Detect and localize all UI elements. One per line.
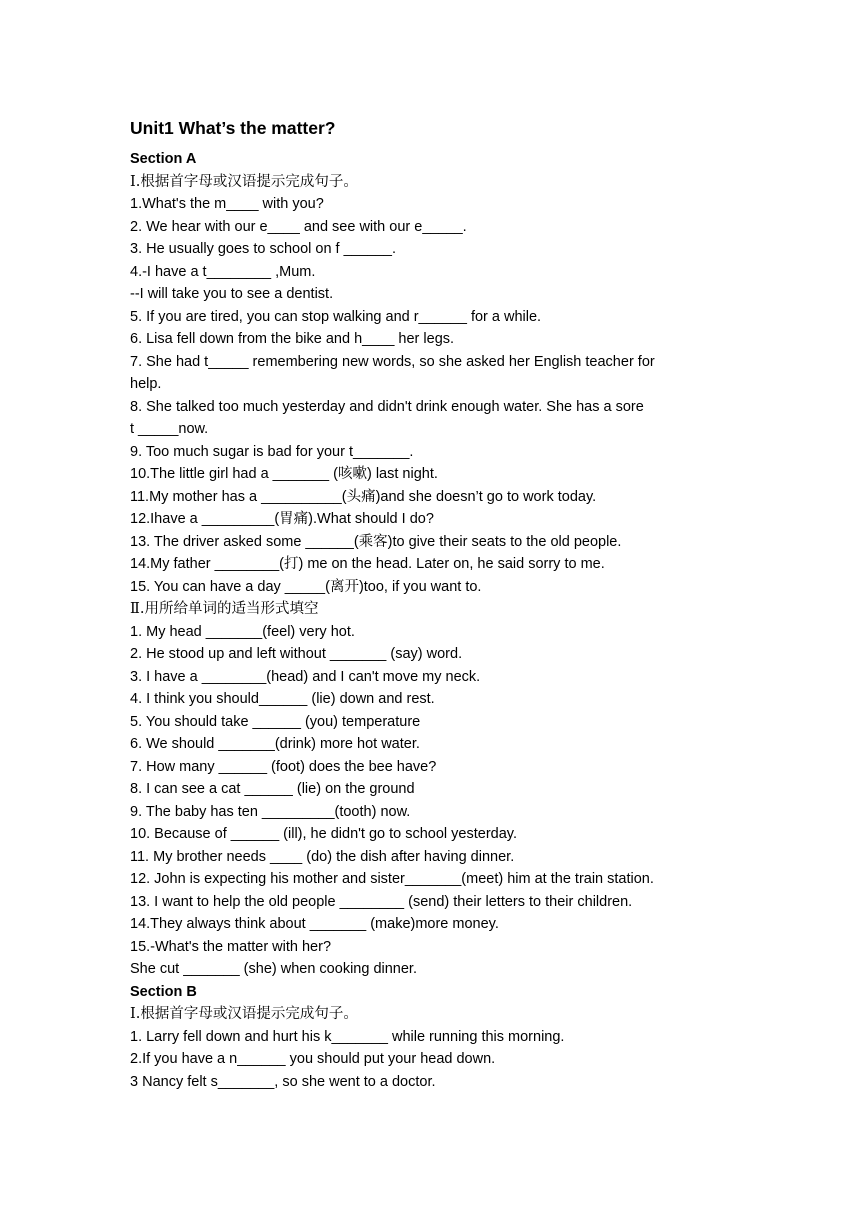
section-a-part1-list bbox=[130, 193, 730, 598]
exercise-line: 3. He usually goes to school on f ______. bbox=[130, 241, 397, 257]
exercise-line: 14.They always think about _______ (make)more money. bbox=[130, 916, 499, 932]
section-b-part1-list bbox=[130, 1026, 730, 1094]
document-title: Unit1 What’s the matter? bbox=[130, 118, 336, 138]
exercise-line: 5. You should take ______ (you) temperature bbox=[130, 713, 421, 730]
section-a-part1-instruction: I.根据首字母或汉语提示完成句子。 bbox=[130, 173, 358, 190]
exercise-line: 6. We should _______(drink) more hot water. bbox=[130, 736, 420, 752]
exercise-line: She cut _______ (she) when cooking dinner. bbox=[130, 961, 417, 977]
section-b-heading: Section B bbox=[130, 983, 197, 1000]
exercise-line: 7. She had t_____ remembering new words, so she asked her English teacher for bbox=[130, 353, 655, 370]
exercise-line: 4.-I have a t________ ,Mum. bbox=[130, 263, 316, 280]
exercise-line: 7. How many ______ (foot) does the bee have? bbox=[130, 758, 437, 775]
exercise-line: 10. Because of ______ (ill), he didn't go to school yesterday. bbox=[130, 826, 517, 842]
exercise-line: 2. He stood up and left without _______ (say) word. bbox=[130, 646, 463, 662]
exercise-line: 13. The driver asked some ______(乘客)to give their seats to the old people. bbox=[130, 533, 622, 550]
document-page bbox=[130, 114, 730, 1093]
exercise-line: 3 Nancy felt s_______, so she went to a doctor. bbox=[130, 1073, 436, 1090]
section-a-part2-instruction: Ⅱ.用所给单词的适当形式填空 bbox=[130, 601, 319, 617]
exercise-line: 2. We hear with our e____ and see with our e_____. bbox=[130, 218, 467, 235]
exercise-line: t _____now. bbox=[130, 421, 209, 437]
exercise-line: 8. I can see a cat ______ (lie) on the ground bbox=[130, 781, 415, 797]
exercise-line: 15.-What's the matter with her? bbox=[130, 938, 332, 955]
exercise-line: 15. You can have a day _____(离开)too, if you want to. bbox=[130, 578, 482, 595]
exercise-line: 5. If you are tired, you can stop walking and r______ for a while. bbox=[130, 308, 542, 325]
exercise-line: 6. Lisa fell down from the bike and h____ her legs. bbox=[130, 331, 455, 347]
exercise-line: 9. Too much sugar is bad for your t_______. bbox=[130, 443, 414, 460]
exercise-line: 2.If you have a n______ you should put your head down. bbox=[130, 1051, 496, 1067]
exercise-line: 9. The baby has ten _________(tooth) now. bbox=[130, 803, 411, 820]
exercise-line: --I will take you to see a dentist. bbox=[130, 286, 334, 302]
exercise-line: 14.My father ________(打) me on the head. Later on, he said sorry to me. bbox=[130, 556, 605, 572]
exercise-line: 1. My head _______(feel) very hot. bbox=[130, 623, 355, 640]
exercise-line: 8. She talked too much yesterday and didn't drink enough water. She has a sore bbox=[130, 398, 644, 415]
exercise-line: 1.What's the m____ with you? bbox=[130, 196, 324, 212]
section-b-part1-instruction: I.根据首字母或汉语提示完成句子。 bbox=[130, 1006, 358, 1022]
exercise-line: 11. My brother needs ____ (do) the dish after having dinner. bbox=[130, 848, 515, 865]
section-a-part2-list bbox=[130, 621, 730, 981]
exercise-line: 13. I want to help the old people ________ (send) their letters to their children. bbox=[130, 893, 633, 910]
exercise-line: help. bbox=[130, 376, 162, 392]
section-a-heading: Section A bbox=[130, 151, 197, 167]
exercise-line: 12.Ihave a _________(胃痛).What should I do? bbox=[130, 511, 434, 527]
exercise-line: 3. I have a ________(head) and I can't move my neck. bbox=[130, 668, 481, 685]
exercise-line: 1. Larry fell down and hurt his k_______ while running this morning. bbox=[130, 1028, 565, 1045]
exercise-line: 11.My mother has a __________(头痛)and she doesn’t go to work today. bbox=[130, 488, 597, 505]
exercise-line: 12. John is expecting his mother and sister_______(meet) him at the train station. bbox=[130, 871, 654, 887]
section-b bbox=[130, 981, 730, 1094]
exercise-line: 4. I think you should______ (lie) down and rest. bbox=[130, 691, 435, 707]
exercise-line: 10.The little girl had a _______ (咳嗽) last night. bbox=[130, 466, 438, 482]
section-a bbox=[130, 148, 730, 981]
